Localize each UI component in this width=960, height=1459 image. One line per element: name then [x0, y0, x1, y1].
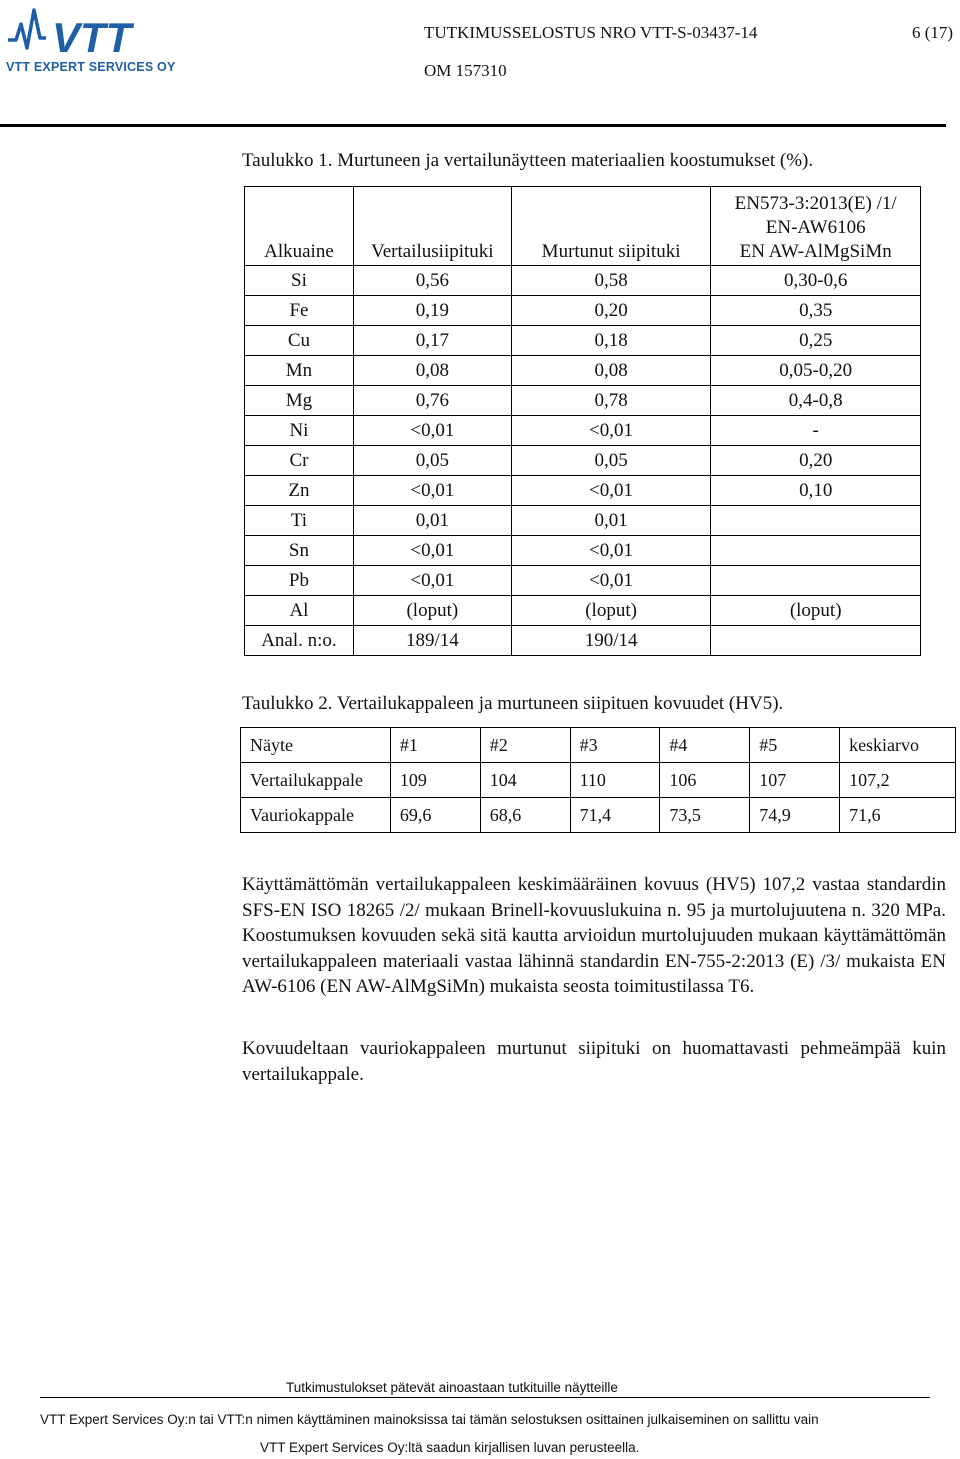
table1-cell: <0,01	[353, 566, 511, 596]
table1-cell: 0,08	[353, 356, 511, 386]
table1-row	[245, 536, 921, 566]
table1-row	[245, 446, 921, 476]
table2-cell: 71,6	[840, 798, 956, 833]
table1-cell: 0,20	[511, 296, 711, 326]
table1-row	[245, 296, 921, 326]
table1-header-cell: Murtunut siipituki	[511, 187, 711, 266]
table1-row	[245, 386, 921, 416]
table1-cell: Zn	[245, 476, 354, 506]
table1-cell: Anal. n:o.	[245, 626, 354, 656]
footer-line-1: Tutkimustulokset pätevät ainoastaan tutkituille näytteille	[286, 1380, 618, 1395]
table1-cell: -	[711, 416, 921, 446]
table1-cell: Cr	[245, 446, 354, 476]
table1-cell: 0,19	[353, 296, 511, 326]
table1-cell: 0,76	[353, 386, 511, 416]
table1-row	[245, 266, 921, 296]
om-number: OM 157310	[424, 61, 507, 80]
table1-cell: 0,25	[711, 326, 921, 356]
table1-cell: 0,58	[511, 266, 711, 296]
table2-header-cell: keskiarvo	[840, 728, 956, 763]
table1-row	[245, 566, 921, 596]
table2-cell: 104	[480, 763, 570, 798]
table1-cell: 0,30-0,6	[711, 266, 921, 296]
standard-line-1: EN573-3:2013(E) /1/	[734, 193, 897, 214]
table2-cell: 106	[660, 763, 750, 798]
table1-cell: 0,08	[511, 356, 711, 386]
table1-cell	[711, 536, 921, 566]
table2-cell: Vauriokappale	[241, 798, 391, 833]
table2-row	[241, 798, 956, 833]
table1-caption: Taulukko 1. Murtuneen ja vertailunäytteen materiaalien koostumukset (%).	[242, 150, 814, 171]
table2-cell: Vertailukappale	[241, 763, 391, 798]
standard-line-3: EN AW-AlMgSiMn	[739, 241, 892, 262]
table1-cell: 0,17	[353, 326, 511, 356]
table1-cell: (loput)	[711, 596, 921, 626]
table1-cell: <0,01	[353, 476, 511, 506]
table1-cell: 0,05	[511, 446, 711, 476]
table1-cell: 0,10	[711, 476, 921, 506]
table1-cell: 0,20	[711, 446, 921, 476]
table2-cell: 107,2	[840, 763, 956, 798]
table2-cell: 74,9	[750, 798, 840, 833]
standard-line-2: EN-AW6106	[765, 217, 866, 238]
table1-cell	[711, 506, 921, 536]
table1-row	[245, 326, 921, 356]
table1-cell: 0,56	[353, 266, 511, 296]
vtt-logo-icon	[6, 6, 186, 62]
table2-cell: 107	[750, 763, 840, 798]
hardness-table	[240, 727, 956, 833]
table1-cell: <0,01	[511, 476, 711, 506]
table1-cell: 0,4-0,8	[711, 386, 921, 416]
table1-header-cell: Alkuaine	[245, 187, 354, 266]
report-title: TUTKIMUSSELOSTUS NRO VTT-S-03437-14	[424, 23, 758, 42]
table2-row	[241, 763, 956, 798]
table1-cell: Cu	[245, 326, 354, 356]
table2-header-row	[241, 728, 956, 763]
table1-cell: Si	[245, 266, 354, 296]
table1-cell: Sn	[245, 536, 354, 566]
table2-cell: 68,6	[480, 798, 570, 833]
page-number: 6 (17)	[912, 23, 954, 42]
table1-row	[245, 476, 921, 506]
table1-cell: 0,01	[353, 506, 511, 536]
table1-cell: <0,01	[353, 536, 511, 566]
table2-header-cell: #5	[750, 728, 840, 763]
table2-header-cell: #1	[390, 728, 480, 763]
table1-row	[245, 356, 921, 386]
table2-cell: 110	[570, 763, 660, 798]
table1-cell: Mn	[245, 356, 354, 386]
table1-header-cell-standard	[711, 187, 921, 266]
footer-line-3: VTT Expert Services Oy:ltä saadun kirjallisen luvan perusteella.	[260, 1440, 640, 1455]
table1-header-cell: Vertailusiipituki	[353, 187, 511, 266]
table1-cell: 0,01	[511, 506, 711, 536]
table2-header-cell: #3	[570, 728, 660, 763]
table1-cell: (loput)	[353, 596, 511, 626]
table1-cell: <0,01	[511, 536, 711, 566]
table1-cell: (loput)	[511, 596, 711, 626]
table1-cell: Pb	[245, 566, 354, 596]
table2-cell: 71,4	[570, 798, 660, 833]
table1-cell: 0,05-0,20	[711, 356, 921, 386]
table1-cell: Fe	[245, 296, 354, 326]
table2-header-cell: #4	[660, 728, 750, 763]
table2-cell: 109	[390, 763, 480, 798]
table2-header-cell: Näyte	[241, 728, 391, 763]
table1-cell: Ti	[245, 506, 354, 536]
table1-cell	[711, 626, 921, 656]
table1-cell: Mg	[245, 386, 354, 416]
table1-row	[245, 506, 921, 536]
table1-cell: Ni	[245, 416, 354, 446]
footer-line-2: VTT Expert Services Oy:n tai VTT:n nimen käyttäminen mainoksissa tai tämän selostuksen osittainen julkaiseminen on sallittu vain	[40, 1412, 819, 1427]
logo-caption: VTT EXPERT SERVICES OY	[6, 60, 176, 74]
footer-rule	[40, 1397, 930, 1398]
table1-cell: <0,01	[511, 416, 711, 446]
composition-table	[244, 186, 921, 656]
logo-mark: VTT	[52, 14, 132, 61]
table1-cell	[711, 566, 921, 596]
table1-cell: 0,78	[511, 386, 711, 416]
paragraph-1: Käyttämättömän vertailukappaleen keskimääräinen kovuus (HV5) 107,2 vastaa standardin SFS-EN ISO 18265 /2/ mukaan Brinell-kovuuslukuina n. 95 ja murtolujuutena n. 320 MPa. Koostumuksen kovuuden sekä sitä kautta arvioidun murtolujuuden mukaan käyttämättömän vertailukappaleen materiaali vastaa lähinnä standardin EN-755-2:2013 (E) /3/ mukaista EN AW-6106 (EN AW-AlMgSiMn) mukaista seosta toimitustilassa T6.	[242, 874, 946, 997]
table2-cell: 69,6	[390, 798, 480, 833]
table1-cell: 190/14	[511, 626, 711, 656]
table1-cell: 0,35	[711, 296, 921, 326]
table1-header-row	[245, 187, 921, 266]
paragraph-2: Kovuudeltaan vauriokappaleen murtunut siipituki on huomattavasti pehmeämpää kuin vertailukappale.	[242, 1038, 946, 1085]
table1-row	[245, 416, 921, 446]
table1-row	[245, 596, 921, 626]
table2-caption: Taulukko 2. Vertailukappaleen ja murtuneen siipituen kovuudet (HV5).	[242, 693, 784, 714]
table1-cell: <0,01	[511, 566, 711, 596]
table1-cell: Al	[245, 596, 354, 626]
table1-cell: <0,01	[353, 416, 511, 446]
table1-cell: 0,05	[353, 446, 511, 476]
table1-cell: 189/14	[353, 626, 511, 656]
table1-row	[245, 626, 921, 656]
table1-cell: 0,18	[511, 326, 711, 356]
header-rule	[0, 124, 946, 127]
table2-cell: 73,5	[660, 798, 750, 833]
table2-header-cell: #2	[480, 728, 570, 763]
